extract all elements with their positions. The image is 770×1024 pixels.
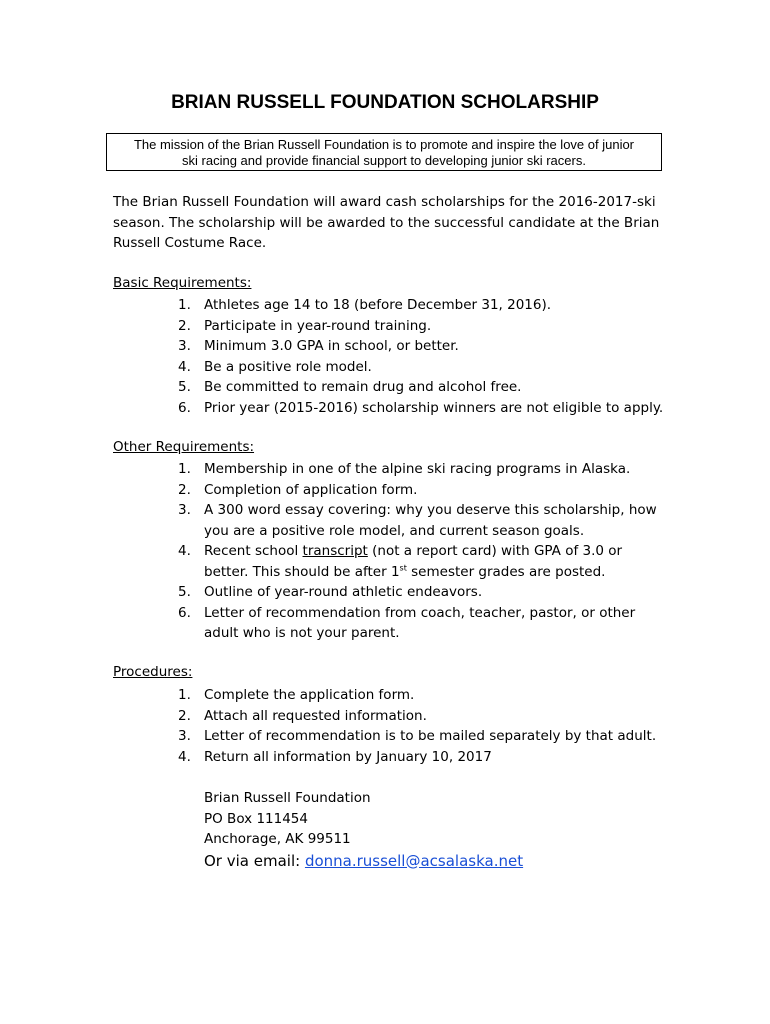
mission-statement-box: [106, 133, 662, 171]
address-name: Brian Russell Foundation: [204, 790, 371, 806]
list-number: 3.: [178, 502, 191, 518]
list-number: 1.: [178, 687, 191, 703]
list-item: [178, 706, 668, 727]
intro-paragraph: [113, 192, 673, 254]
list-item: [178, 582, 668, 603]
mission-line-1: The mission of the Brian Russell Foundation is to promote and inspire the love of junior: [133, 137, 635, 152]
address-po-box: PO Box 111454: [204, 810, 308, 827]
list-item-text: Letter of recommendation is to be mailed separately by that adult.: [204, 728, 657, 744]
list-number: 1.: [178, 461, 191, 477]
list-number: 4.: [178, 358, 191, 375]
list-item-text-line-2: adult who is not your parent.: [204, 625, 400, 641]
mission-line-2: ski racing and provide financial support to developing junior ski racers.: [182, 153, 586, 168]
other-requirements-heading: Other Requirements:: [113, 439, 255, 455]
intro-line-3: Russell Costume Race.: [113, 235, 267, 251]
list-number: 4.: [178, 543, 191, 559]
procedures-list: [178, 685, 668, 767]
page-title: BRIAN RUSSELL FOUNDATION SCHOLARSHIP: [171, 92, 599, 113]
list-item-text: Outline of year-round athletic endeavors.: [204, 584, 483, 600]
list-item-text: Be a positive role model.: [204, 358, 372, 375]
list-item-text-line-2: [204, 562, 668, 583]
list-item: [178, 398, 668, 419]
list-item-text-line-1: A 300 word essay covering: why you deserve this scholarship, how: [204, 502, 657, 518]
list-item: [178, 316, 668, 337]
list-number: 4.: [178, 748, 191, 765]
list-number: 3.: [178, 728, 191, 744]
list-number: 1.: [178, 297, 191, 313]
basic-requirements-list: [178, 295, 668, 418]
list-item-text: Minimum 3.0 GPA in school, or better.: [204, 338, 459, 354]
semester-post-text: semester grades are posted.: [406, 563, 606, 580]
other-requirements-list: [178, 459, 668, 644]
list-item-text: Participate in year-round training.: [204, 317, 432, 334]
list-item: [178, 603, 668, 644]
email-prefix: Or via email:: [204, 851, 305, 870]
list-item: [178, 377, 668, 398]
semester-pre-text: better. This should be after 1: [204, 563, 400, 580]
list-item-text: Athletes age 14 to 18 (before December 31, 2016).: [204, 297, 552, 313]
list-item: [178, 459, 668, 480]
list-number: 6.: [178, 399, 191, 416]
list-item: [178, 295, 668, 316]
list-item: [178, 480, 668, 501]
list-item-text: Prior year (2015-2016) scholarship winners are not eligible to apply.: [204, 399, 664, 416]
list-item: [178, 747, 668, 768]
list-item-text: Completion of application form.: [204, 481, 418, 498]
email-link[interactable]: donna.russell@acsalaska.net: [304, 851, 524, 870]
list-number: 3.: [178, 338, 191, 354]
list-item: [178, 500, 668, 541]
list-number: 5.: [178, 584, 191, 600]
mailing-address: [204, 788, 523, 872]
address-city: Anchorage, AK 99511: [204, 831, 351, 847]
list-item: [178, 685, 668, 706]
list-item-text-line-1: Letter of recommendation from coach, teacher, pastor, or other: [204, 604, 636, 621]
list-item: [178, 541, 668, 582]
list-item-text: Membership in one of the alpine ski racing programs in Alaska.: [204, 461, 631, 477]
list-item: [178, 726, 668, 747]
procedures-heading: Procedures:: [113, 664, 193, 680]
list-item-text-line-1: [204, 541, 668, 562]
list-item-text: Complete the application form.: [204, 687, 415, 703]
list-number: 2.: [178, 317, 191, 334]
list-number: 2.: [178, 707, 191, 724]
list-item-text-line-2: you are a positive role model, and current season goals.: [204, 522, 585, 539]
list-item: [178, 336, 668, 357]
transcript-post-text: (not a report card) with GPA of 3.0 or: [367, 543, 623, 559]
email-line: [204, 850, 523, 872]
transcript-pre-text: Recent school: [204, 543, 303, 559]
basic-requirements-heading: Basic Requirements:: [113, 275, 252, 291]
list-item-text: Return all information by January 10, 2017: [204, 748, 492, 765]
transcript-text: transcript: [302, 543, 368, 559]
ordinal-suffix: st: [399, 563, 407, 572]
list-item: [178, 357, 668, 378]
list-number: 6.: [178, 604, 191, 621]
list-number: 5.: [178, 379, 191, 395]
intro-line-2: season. The scholarship will be awarded to the successful candidate at the Brian: [113, 214, 660, 231]
list-item-text: Attach all requested information.: [204, 707, 427, 724]
list-number: 2.: [178, 481, 191, 498]
list-item-text: Be committed to remain drug and alcohol free.: [204, 379, 522, 395]
intro-line-1: The Brian Russell Foundation will award cash scholarships for the 2016-2017-ski: [113, 194, 656, 210]
